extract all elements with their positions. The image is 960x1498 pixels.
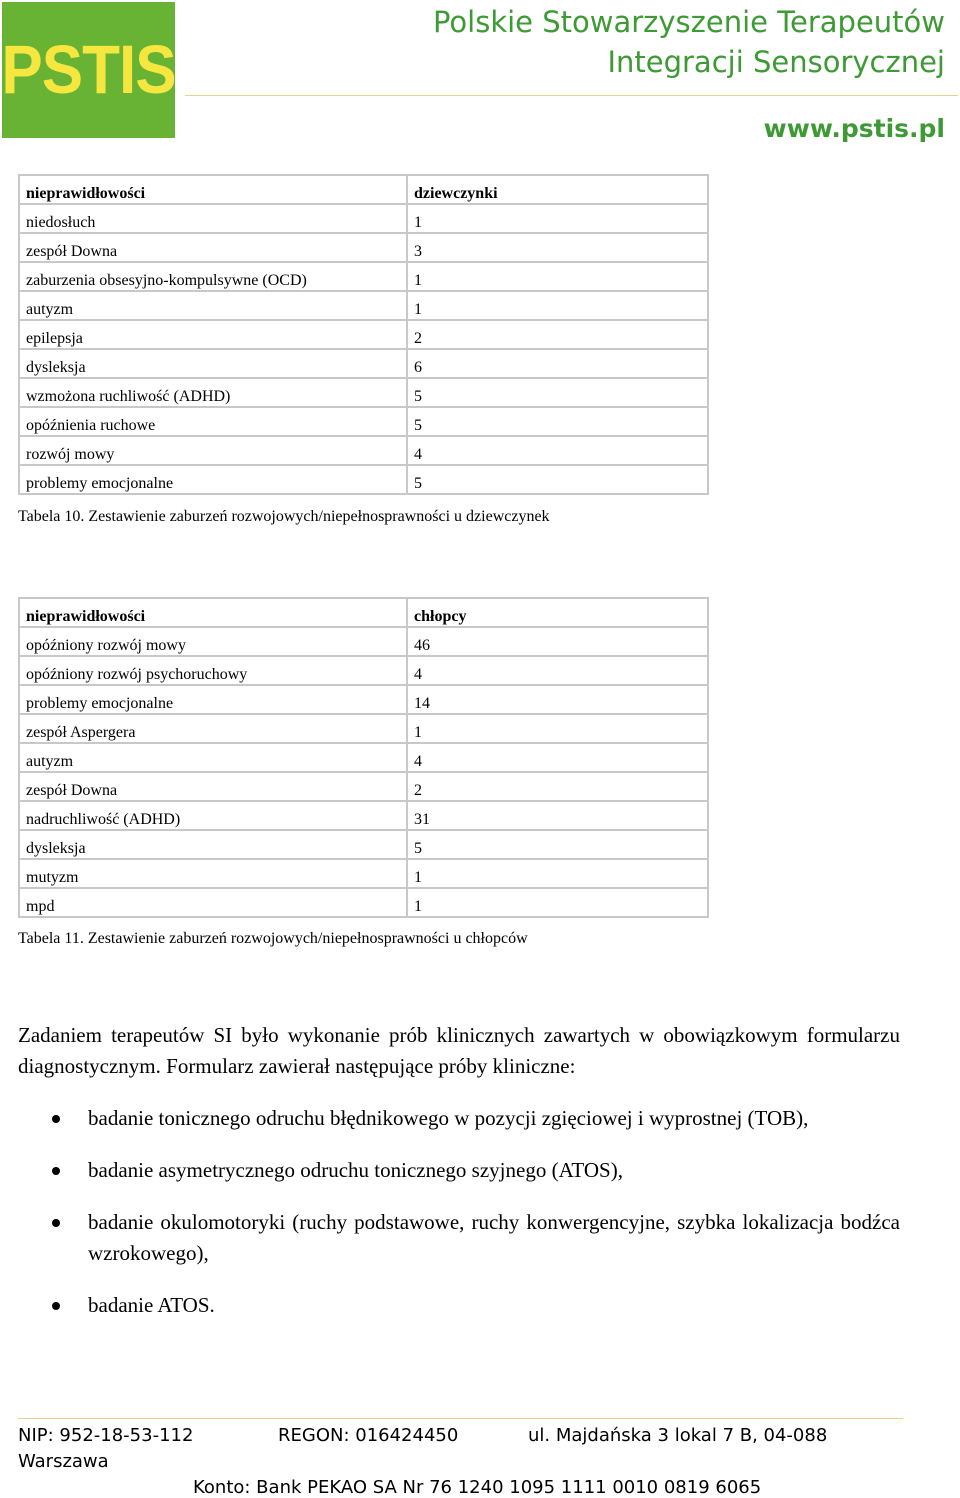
disorder-name-cell: mpd	[19, 888, 407, 917]
table-header-row	[19, 598, 708, 627]
count-cell: 46	[407, 627, 708, 656]
column-header-boys: chłopcy	[407, 598, 708, 627]
count-cell: 5	[407, 407, 708, 436]
table-row	[19, 801, 708, 830]
count-cell: 2	[407, 772, 708, 801]
disorder-name-cell: zespół Aspergera	[19, 714, 407, 743]
logo-text: PSTIS	[1, 32, 176, 108]
column-header-girls: dziewczynki	[407, 175, 708, 204]
disorder-name-cell: dysleksja	[19, 349, 407, 378]
table-row	[19, 378, 708, 407]
table-row	[19, 772, 708, 801]
disorder-name-cell: zespół Downa	[19, 233, 407, 262]
table-caption-11: Tabela 11. Zestawienie zaburzeń rozwojowych/niepełnosprawności u chłopców	[18, 930, 528, 947]
count-cell: 1	[407, 291, 708, 320]
table-row	[19, 830, 708, 859]
website-link[interactable]: www.pstis.pl	[763, 114, 945, 143]
bullet-icon	[52, 1167, 60, 1175]
count-cell: 5	[407, 378, 708, 407]
table-header-row	[19, 175, 708, 204]
count-cell: 4	[407, 436, 708, 465]
count-cell: 2	[407, 320, 708, 349]
table-row	[19, 888, 708, 917]
list-item-text: badanie okulomotoryki (ruchy podstawowe, ruchy konwergencyjne, szybka lokalizacja bodźca wzrokowego),	[88, 1210, 900, 1265]
count-cell: 4	[407, 743, 708, 772]
footer-address: ul. Majdańska 3 lokal 7 B, 04-088	[528, 1425, 828, 1446]
count-cell: 31	[407, 801, 708, 830]
disorder-name-cell: autyzm	[19, 291, 407, 320]
list-item	[18, 1207, 900, 1269]
table-row	[19, 262, 708, 291]
boys-disorders-table	[18, 597, 709, 918]
disorder-name-cell: opóźniony rozwój mowy	[19, 627, 407, 656]
column-header-disorders: nieprawidłowości	[19, 175, 407, 204]
table-row	[19, 291, 708, 320]
bullet-icon	[52, 1302, 60, 1310]
bullet-icon	[52, 1115, 60, 1123]
body-paragraph: Zadaniem terapeutów SI było wykonanie prób klinicznych zawartych w obowiązkowym formularzu diagnostycznym. Formularz zawierał następujące próby kliniczne:	[18, 1023, 900, 1078]
count-cell: 1	[407, 204, 708, 233]
table-row	[19, 627, 708, 656]
disorder-name-cell: opóźnienia ruchowe	[19, 407, 407, 436]
disorder-name-cell: niedosłuch	[19, 204, 407, 233]
org-name-line1: Polskie Stowarzyszenie Terapeutów	[432, 5, 945, 39]
disorder-name-cell: dysleksja	[19, 830, 407, 859]
count-cell: 6	[407, 349, 708, 378]
list-item	[18, 1155, 900, 1186]
table-caption-10: Tabela 10. Zestawienie zaburzeń rozwojowych/niepełnosprawności u dziewczynek	[18, 508, 550, 525]
disorder-name-cell: epilepsja	[19, 320, 407, 349]
table-row	[19, 407, 708, 436]
disorder-name-cell: wzmożona ruchliwość (ADHD)	[19, 378, 407, 407]
table-row	[19, 436, 708, 465]
count-cell: 3	[407, 233, 708, 262]
header-divider	[185, 95, 958, 96]
footer-bank-account: Konto: Bank PEKAO SA Nr 76 1240 1095 1111 0010 0819 6065	[193, 1477, 762, 1498]
count-cell: 1	[407, 888, 708, 917]
table-row	[19, 465, 708, 494]
count-cell: 5	[407, 830, 708, 859]
table-row	[19, 714, 708, 743]
count-cell: 4	[407, 656, 708, 685]
table-row	[19, 685, 708, 714]
list-item-text: badanie ATOS.	[88, 1293, 215, 1317]
count-cell: 1	[407, 859, 708, 888]
disorder-name-cell: problemy emocjonalne	[19, 685, 407, 714]
disorder-name-cell: mutyzm	[19, 859, 407, 888]
footer-city: Warszawa	[18, 1451, 109, 1472]
organization-name	[433, 2, 945, 82]
pstis-logo	[2, 2, 175, 138]
column-header-disorders: nieprawidłowości	[19, 598, 407, 627]
list-item	[18, 1103, 900, 1134]
girls-disorders-table	[18, 174, 709, 495]
clinical-tests-list	[18, 1103, 900, 1342]
count-cell: 14	[407, 685, 708, 714]
count-cell: 5	[407, 465, 708, 494]
footer-regon: REGON: 016424450	[278, 1425, 459, 1446]
list-item	[18, 1290, 900, 1321]
disorder-name-cell: zespół Downa	[19, 772, 407, 801]
footer-divider	[18, 1418, 903, 1419]
disorder-name-cell: nadruchliwość (ADHD)	[19, 801, 407, 830]
footer-nip: NIP: 952-18-53-112	[18, 1425, 194, 1446]
list-item-text: badanie tonicznego odruchu błędnikowego w pozycji zgięciowej i wyprostnej (TOB),	[88, 1106, 809, 1130]
list-item-text: badanie asymetrycznego odruchu tonicznego szyjnego (ATOS),	[88, 1158, 623, 1182]
table-row	[19, 656, 708, 685]
table-row	[19, 349, 708, 378]
table-row	[19, 743, 708, 772]
count-cell: 1	[407, 714, 708, 743]
table-row	[19, 320, 708, 349]
disorder-name-cell: rozwój mowy	[19, 436, 407, 465]
org-name-line2: Integracji Sensorycznej	[607, 45, 945, 79]
disorder-name-cell: zaburzenia obsesyjno-kompulsywne (OCD)	[19, 262, 407, 291]
table-row	[19, 859, 708, 888]
disorder-name-cell: problemy emocjonalne	[19, 465, 407, 494]
table-row	[19, 204, 708, 233]
disorder-name-cell: autyzm	[19, 743, 407, 772]
count-cell: 1	[407, 262, 708, 291]
disorder-name-cell: opóźniony rozwój psychoruchowy	[19, 656, 407, 685]
table-row	[19, 233, 708, 262]
bullet-icon	[52, 1219, 60, 1227]
